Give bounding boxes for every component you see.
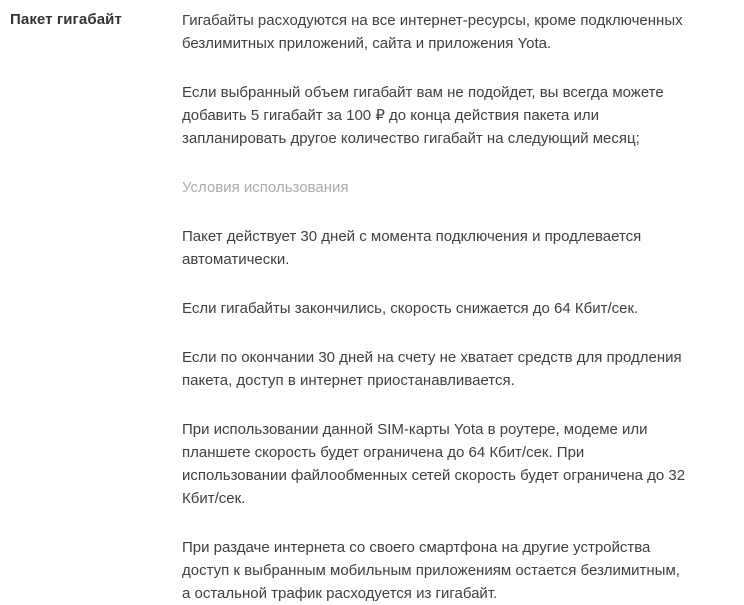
paragraph-package-duration: Пакет действует 30 дней с момента подключения и продлевается автоматически. bbox=[182, 228, 642, 268]
paragraph-gigabytes-usage: Гигабайты расходуются на все интернет-ресурсы, кроме подключенных безлимитных приложений, сайта и приложения Yota. bbox=[182, 12, 683, 52]
paragraph-insufficient-funds: Если по окончании 30 дней на счету не хватает средств для продления пакета, доступ в интернет приостанавливается. bbox=[182, 349, 682, 389]
paragraph-add-gigabytes: Если выбранный объем гигабайт вам не подойдет, вы всегда можете добавить 5 гигабайт за 100 ₽ до конца действия пакета или запланировать другое количество гигабайт на следующий месяц; bbox=[182, 84, 664, 147]
subheader-usage-terms: Условия использования bbox=[182, 179, 349, 196]
paragraph-sim-usage-limits: При использовании данной SIM-карты Yota в роутере, модеме или планшете скорость будет ограничена до 64 Кбит/сек. При использовании файлообменных сетей скорость будет ограничена до 32 Кбит/сек. bbox=[182, 421, 686, 507]
row-content bbox=[182, 9, 687, 605]
row-label: Пакет гигабайт bbox=[10, 11, 122, 28]
paragraph-speed-reduction: Если гигабайты закончились, скорость снижается до 64 Кбит/сек. bbox=[182, 300, 639, 317]
paragraph-tethering: При раздаче интернета со своего смартфона на другие устройства доступ к выбранным мобильным приложениям остается безлимитным, а остальной трафик расходуется из гигабайт. bbox=[182, 539, 680, 602]
